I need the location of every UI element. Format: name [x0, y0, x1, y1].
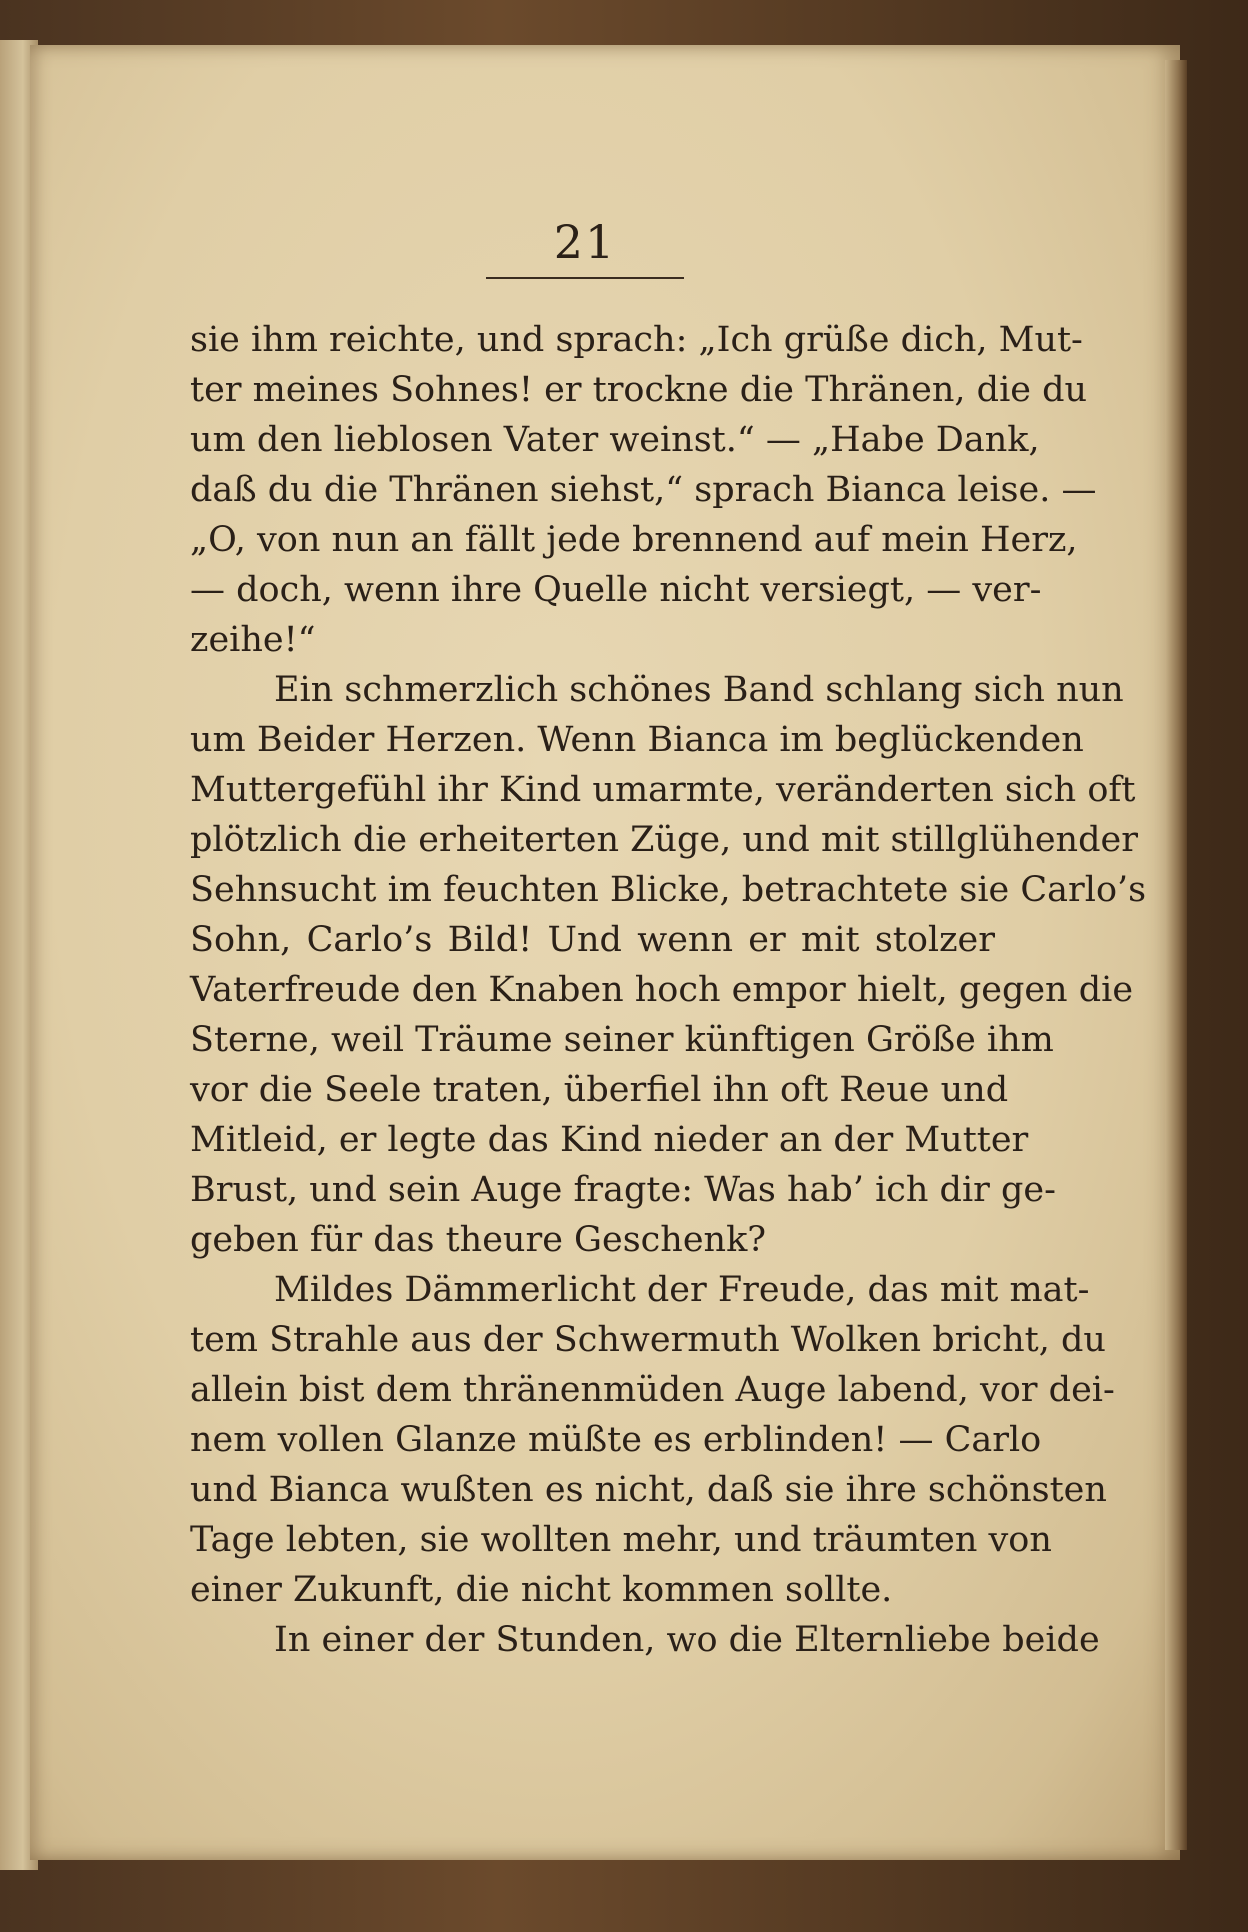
- body-text: [190, 315, 1147, 1665]
- text-line: tem Strahle aus der Schwermuth Wolken bricht, du: [190, 1320, 1106, 1360]
- text-line: und Bianca wußten es nicht, daß sie ihre schönsten: [190, 1470, 1107, 1510]
- text-line: sie ihm reichte, und sprach: „Ich grüße dich, Mut-: [190, 320, 1083, 360]
- text-line: Sterne, weil Träume seiner künftigen Größe ihm: [190, 1020, 1054, 1060]
- text-line: In einer der Stunden, wo die Elternliebe beide: [274, 1620, 1100, 1660]
- text-line: plötzlich die erheiterten Züge, und mit stillglühender: [190, 820, 1138, 860]
- page-number-rule: [486, 277, 684, 279]
- text-line: Muttergefühl ihr Kind umarmte, veränderten sich oft: [190, 770, 1136, 810]
- text-line: Mitleid, er legte das Kind nieder an der Mutter: [190, 1120, 1029, 1160]
- text-line: einer Zukunft, die nicht kommen sollte.: [190, 1570, 893, 1610]
- text-line: — doch, wenn ihre Quelle nicht versiegt, — ver-: [190, 570, 1042, 610]
- text-line: „O, von nun an fällt jede brennend auf mein Herz,: [190, 520, 1078, 560]
- text-line: ter meines Sohnes! er trockne die Thränen, die du: [190, 370, 1088, 410]
- text-line: geben für das theure Geschenk?: [190, 1220, 767, 1260]
- text-line: um den lieblosen Vater weinst.“ — „Habe Dank,: [190, 420, 1040, 460]
- text-line: allein bist dem thränenmüden Auge labend, vor dei-: [190, 1370, 1115, 1410]
- page-number: 21: [553, 215, 617, 269]
- text-line: Sohn, Carlo’s Bild! Und wenn er mit stolzer: [190, 920, 995, 960]
- text-line: Mildes Dämmerlicht der Freude, das mit mat-: [274, 1270, 1090, 1310]
- text-line: Ein schmerzlich schönes Band schlang sich nun: [274, 670, 1124, 710]
- text-line: Sehnsucht im feuchten Blicke, betrachtete sie Carlo’s: [190, 870, 1147, 910]
- text-line: Tage lebten, sie wollten mehr, und träumten von: [190, 1520, 1052, 1560]
- text-line: daß du die Thränen siehst,“ sprach Bianca leise. —: [190, 470, 1097, 510]
- text-line: zeihe!“: [190, 620, 316, 660]
- text-line: nem vollen Glanze müßte es erblinden! — Carlo: [190, 1420, 1042, 1460]
- text-line: Vaterfreude den Knaben hoch empor hielt, gegen die: [190, 970, 1134, 1010]
- page-stack-edge: [1165, 60, 1187, 1850]
- text-line: vor die Seele traten, überfiel ihn oft Reue und: [190, 1070, 1009, 1110]
- text-line: Brust, und sein Auge fragte: Was hab’ ich dir ge-: [190, 1170, 1056, 1210]
- text-line: um Beider Herzen. Wenn Bianca im beglückenden: [190, 720, 1084, 760]
- book-page: [30, 45, 1180, 1860]
